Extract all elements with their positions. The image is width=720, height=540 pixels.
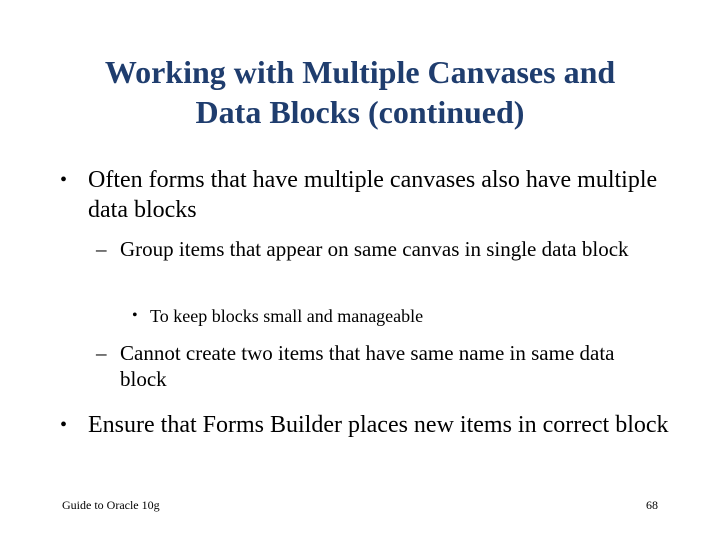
footer-source: Guide to Oracle 10g bbox=[62, 498, 160, 512]
bullet-item-2 bbox=[60, 410, 670, 440]
sub-bullet-text: Cannot create two items that have same name in same data block bbox=[120, 341, 615, 391]
sub-sub-bullet-text: To keep blocks small and manageable bbox=[150, 306, 424, 326]
dash-marker: – bbox=[96, 341, 107, 365]
sub-bullet-item-2 bbox=[96, 340, 656, 392]
page-number: 68 bbox=[646, 498, 658, 512]
sub-bullet-item-1 bbox=[96, 236, 656, 262]
slide-title bbox=[40, 52, 680, 132]
bullet-marker: • bbox=[60, 169, 68, 191]
bullet-item-1 bbox=[60, 165, 670, 225]
slide-title-line-2: Data Blocks (continued) bbox=[195, 94, 525, 130]
dash-marker: – bbox=[96, 237, 107, 261]
bullet-text: Often forms that have multiple canvases also have multiple data blocks bbox=[88, 167, 658, 223]
bullet-text: Ensure that Forms Builder places new items in correct block bbox=[88, 412, 669, 438]
bullet-marker: • bbox=[60, 414, 68, 436]
slide-title-line-1: Working with Multiple Canvases and bbox=[104, 54, 616, 90]
sub-sub-bullet-item-1 bbox=[132, 305, 652, 327]
bullet-marker: • bbox=[132, 307, 138, 324]
sub-bullet-text: Group items that appear on same canvas in single data block bbox=[120, 237, 629, 261]
